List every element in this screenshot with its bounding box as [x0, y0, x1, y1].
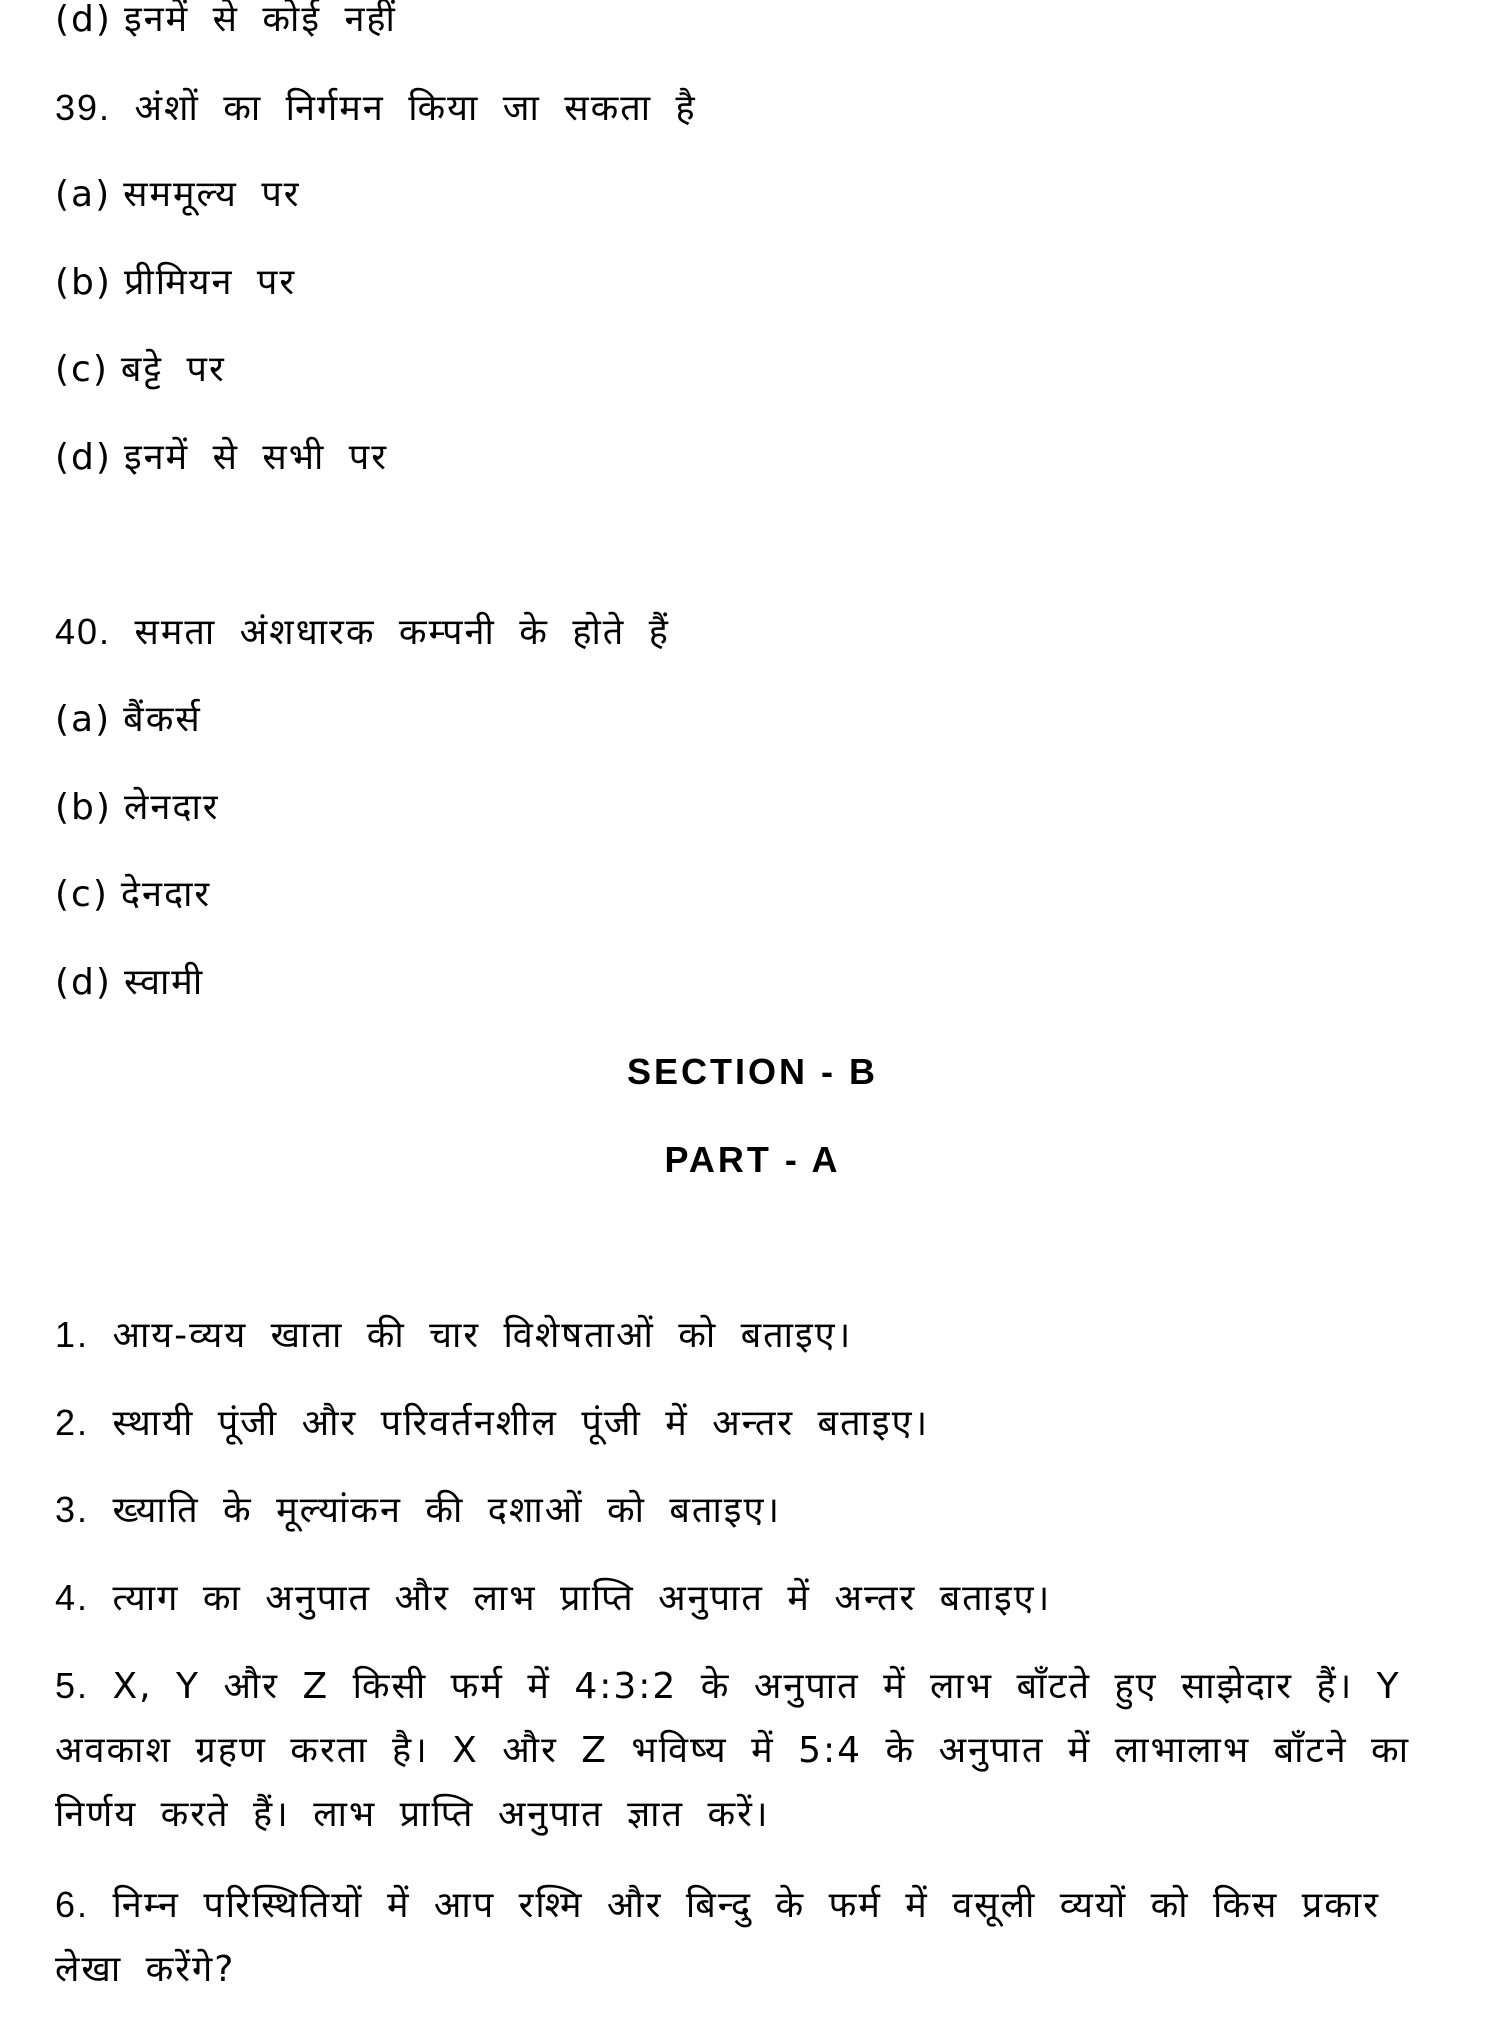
question-number: 3. — [55, 1489, 90, 1530]
question-number: 40. — [55, 611, 112, 652]
option-label: (c) — [55, 349, 109, 390]
question-text: त्याग का अनुपात और लाभ प्राप्ति अनुपात में अन्तर बताइए। — [112, 1578, 1052, 1619]
q40-option-b — [55, 786, 220, 830]
question-40 — [55, 610, 670, 655]
q39-option-a — [55, 173, 301, 217]
option-text: इनमें से सभी पर — [123, 437, 388, 478]
question-text: निम्न परिस्थितियों में आप रश्मि और बिन्दु के फर्म में वसूली व्ययों को किस प्रकार लेखा करेंगे? — [55, 1885, 1380, 1990]
question-number: 4. — [55, 1577, 90, 1618]
question-number: 5. — [55, 1665, 90, 1706]
question-text: X, Y और Z किसी फर्म में 4:3:2 के अनुपात में लाभ बाँटते हुए साझेदार हैं। Y अवकाश ग्रहण करता है। X और Z भविष्य में 5:4 के अनुपात में लाभालाभ बाँटने का निर्णय करते हैं। लाभ प्राप्ति अनुपात ज्ञात करें। — [55, 1666, 1411, 1835]
question-text: स्थायी पूंजी और परिवर्तनशील पूंजी में अन्तर बताइए। — [112, 1403, 930, 1444]
q39-option-c — [55, 348, 226, 392]
option-text: बट्टे पर — [120, 349, 226, 390]
q40-option-d — [55, 961, 204, 1005]
part-a-question-3 — [55, 1488, 781, 1533]
prev-question-option-d — [55, 0, 397, 42]
option-label: (b) — [55, 262, 112, 303]
part-a-question-4 — [55, 1576, 1051, 1621]
question-number: 39. — [55, 87, 112, 128]
option-text: बैंकर्स — [123, 699, 202, 740]
section-heading: SECTION - B — [626, 1051, 878, 1092]
question-number: 6. — [55, 1884, 90, 1925]
option-label: (d) — [55, 962, 112, 1003]
option-label: (d) — [55, 437, 112, 478]
option-label: (b) — [55, 787, 112, 828]
question-text: आय-व्यय खाता की चार विशेषताओं को बताइए। — [112, 1315, 853, 1356]
part-heading: PART - A — [664, 1139, 841, 1180]
question-text: ख्याति के मूल्यांकन की दशाओं को बताइए। — [112, 1490, 781, 1531]
q40-option-a — [55, 698, 202, 742]
part-a-question-1 — [55, 1313, 852, 1358]
option-text: स्वामी — [123, 962, 205, 1003]
q39-option-b — [55, 261, 296, 305]
part-a-question-5 — [55, 1654, 1455, 1847]
option-label: (a) — [55, 174, 112, 215]
q39-option-d — [55, 436, 388, 480]
option-text: सममूल्य पर — [123, 174, 301, 215]
option-label: (c) — [55, 874, 109, 915]
part-a-question-2 — [55, 1401, 929, 1446]
question-number: 2. — [55, 1402, 90, 1443]
option-text: प्रीमियन पर — [123, 262, 297, 303]
option-text: लेनदार — [123, 787, 220, 828]
part-a-question-6 — [55, 1873, 1455, 2002]
option-label: (d) — [55, 0, 112, 40]
q40-option-c — [55, 873, 211, 917]
option-text: इनमें से कोई नहीं — [123, 0, 397, 40]
option-label: (a) — [55, 699, 112, 740]
question-39 — [55, 86, 697, 131]
question-number: 1. — [55, 1314, 90, 1355]
question-text: अंशों का निर्गमन किया जा सकता है — [134, 88, 697, 129]
question-text: समता अंशधारक कम्पनी के होते हैं — [134, 612, 670, 653]
option-text: देनदार — [120, 874, 212, 915]
